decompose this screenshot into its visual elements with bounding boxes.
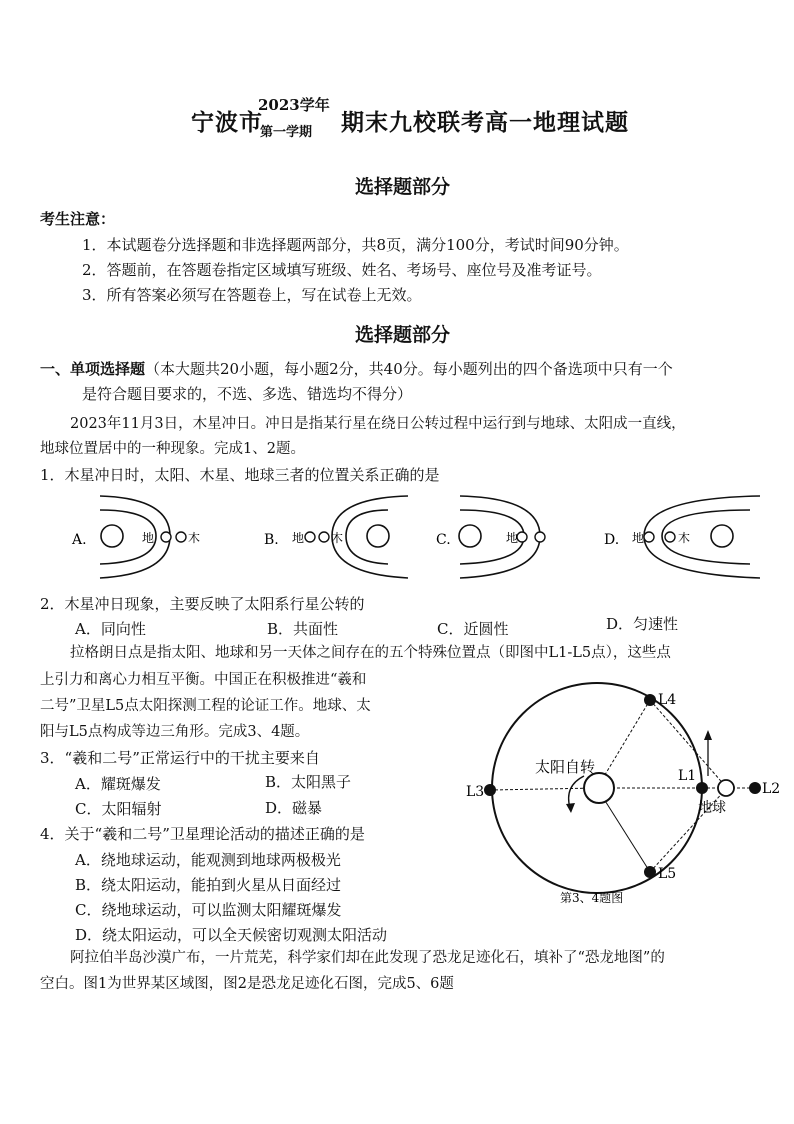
q1-option-d-label: D.	[604, 532, 620, 548]
intro2-line3: 二号”卫星L5点太阳探测工程的论证工作。地球、太	[40, 698, 371, 714]
q3-option-a: A．耀斑爆发	[75, 775, 161, 793]
l3-point	[484, 784, 496, 796]
sun-label: 太阳自转	[535, 758, 596, 776]
l4-label: L4	[658, 692, 677, 708]
earth-icon	[718, 780, 734, 796]
q3-stem: 3．“羲和二号”正常运行中的干扰主要来自	[40, 749, 320, 767]
intro3-line1: 阿拉伯半岛沙漠广布，一片荒芜，科学家们却在此发现了恐龙足迹化石，填补了“恐龙地图”的	[70, 950, 665, 966]
q1-b-jupiter: 木	[331, 531, 344, 545]
l5-point	[644, 866, 656, 878]
l1-point	[696, 782, 708, 794]
figure-caption: 第3、4题图	[560, 891, 624, 905]
q1-option-c-label: C.	[436, 532, 451, 548]
q1-stem: 1．木星冲日时，太阳、木星、地球三者的位置关系正确的是	[40, 466, 440, 484]
l3-label: L3	[466, 784, 485, 800]
q1-option-b-label: B.	[264, 532, 279, 548]
l2-point	[749, 782, 761, 794]
notice-item-2: 2．答题前，在答题卷指定区域填写班级、姓名、考场号、座位号及准考证号。	[82, 261, 602, 279]
earth-label: 地球	[698, 800, 726, 816]
q4-stem: 4．关于“羲和二号”卫星理论活动的描述正确的是	[40, 825, 365, 843]
notice-item-1: 1．本试题卷分选择题和非选择题两部分，共8页，满分100分，考试时间90分钟。	[82, 236, 629, 254]
intro2-line2: 上引力和离心力相互平衡。中国正在积极推进“羲和	[40, 672, 367, 688]
q2-option-c: C．近圆性	[437, 620, 509, 638]
title-left: 宁波市	[191, 109, 263, 136]
intro2-line1: 拉格朗日点是指太阳、地球和另一天体之间存在的五个特殊位置点（即图中L1-L5点），这些点	[70, 645, 671, 661]
q1-diagram-c	[430, 488, 590, 588]
notice-heading: 考生注意：	[40, 210, 116, 228]
section-title-choice: 选择题部分	[355, 176, 451, 198]
q4-option-a: A．绕地球运动，能观测到地球两极极光	[75, 851, 341, 869]
l5-label: L5	[658, 866, 677, 882]
q2-option-d: D．匀速性	[606, 615, 679, 633]
q1-a-earth: 地	[142, 531, 155, 545]
q1-d-jupiter: 木	[678, 531, 691, 545]
title-right: 期末九校联考高一地理试题	[341, 109, 629, 136]
intro1-line1: 2023年11月3日，木星冲日。冲日是指某行星在绕日公转过程中运行到与地球、太阳成一直线，	[70, 416, 686, 432]
intro2-line4: 阳与L5点构成等边三角形。完成3、4题。	[40, 724, 310, 740]
q2-option-b: B．共面性	[267, 620, 339, 638]
q1-diagram-a	[60, 488, 220, 588]
l4-point	[644, 694, 656, 706]
q3-option-d: D．磁暴	[265, 799, 323, 817]
q4-option-c: C．绕地球运动，可以监测太阳耀斑爆发	[75, 901, 342, 919]
part1-desc-2: 是符合题目要求的，不选、多选、错选均不得分）	[82, 385, 413, 403]
q1-b-earth: 地	[292, 531, 305, 545]
q2-option-a: A．同向性	[75, 620, 146, 638]
section-title-choice-2: 选择题部分	[355, 324, 451, 346]
q1-diagram-d	[600, 488, 780, 588]
intro3-line2: 空白。图1为世界某区域图，图2是恐龙足迹化石图，完成5、6题	[40, 976, 454, 992]
intro1-line2: 地球位置居中的一种现象。完成1、2题。	[40, 441, 305, 457]
notice-item-3: 3．所有答案必须写在答题卷上，写在试卷上无效。	[82, 286, 422, 304]
title-year: 2023学年	[258, 96, 330, 114]
q1-c-earth: 地	[506, 531, 519, 545]
l1-label: L1	[678, 768, 697, 784]
l2-label: L2	[762, 781, 780, 797]
figure-lagrange	[460, 680, 780, 915]
sun-icon	[584, 773, 614, 803]
q1-d-earth: 地	[632, 531, 645, 545]
q3-option-b: B．太阳黑子	[265, 773, 352, 791]
part1-heading	[40, 357, 673, 381]
q1-option-a-label: A.	[72, 532, 87, 548]
q2-stem: 2．木星冲日现象，主要反映了太阳系行星公转的	[40, 595, 365, 613]
q4-option-d: D．绕太阳运动，可以全天候密切观测太阳活动	[75, 926, 388, 944]
part1-label: 一、单项选择题	[40, 360, 146, 378]
title-term: 第一学期	[260, 125, 313, 140]
q1-diagram-b	[258, 488, 418, 588]
q3-option-c: C．太阳辐射	[75, 800, 162, 818]
part1-desc-1: （本大题共20小题，每小题2分，共40分。每小题列出的四个备选项中只有一个	[145, 360, 673, 378]
q4-option-b: B．绕太阳运动，能拍到火星从日面经过	[75, 876, 342, 894]
q1-a-jupiter: 木	[188, 531, 201, 545]
